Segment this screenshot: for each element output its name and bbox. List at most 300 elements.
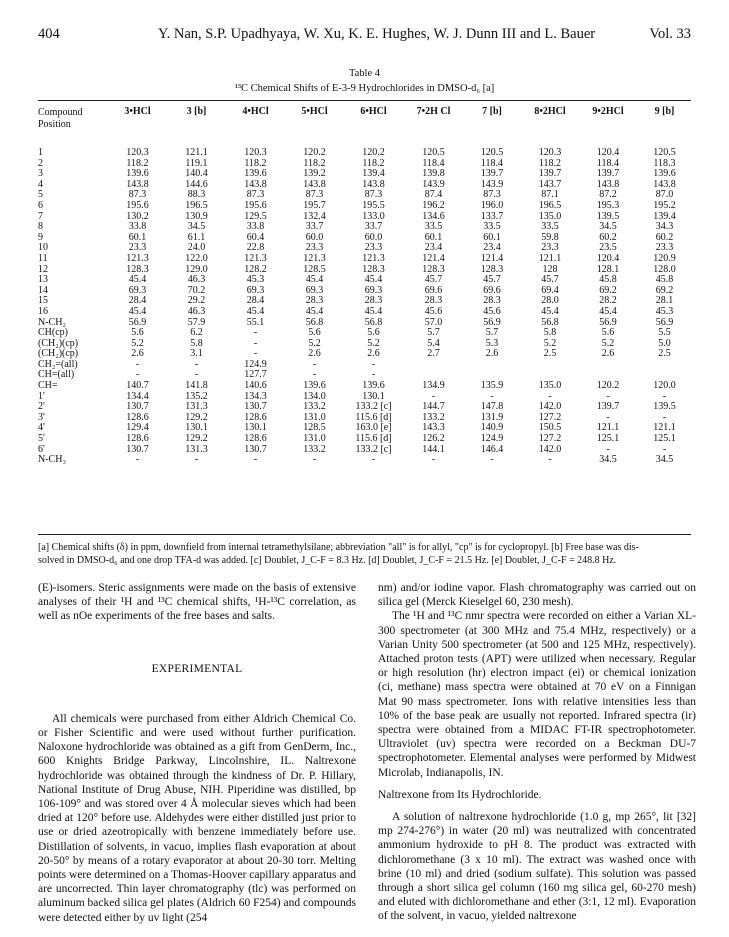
shift-value: 28.2 (599, 295, 617, 307)
corner-header (38, 107, 108, 139)
shift-value: 128 (542, 263, 558, 275)
table-footnote (38, 541, 691, 567)
shift-value: 28.3 (305, 295, 324, 307)
shift-value: - (606, 443, 610, 455)
shift-value: 45.4 (128, 274, 147, 286)
shift-value: 121.4 (422, 252, 445, 264)
row-label: 1' (38, 390, 45, 402)
shift-value: 28.4 (128, 295, 147, 307)
shift-value: 34.5 (599, 454, 617, 466)
shift-value: 140.6 (244, 380, 267, 392)
shift-value: 144.1 (422, 443, 445, 455)
shift-value: 45.7 (483, 274, 501, 286)
shift-value: 5.6 (308, 327, 321, 339)
shift-value: 134.0 (303, 390, 326, 402)
shift-value: 34.3 (655, 221, 674, 233)
shift-value: - (135, 454, 140, 466)
shift-value: 23.3 (305, 242, 324, 254)
shift-value: 28.3 (364, 295, 383, 307)
corner-position: Position (38, 119, 71, 130)
shift-value: 130.7 (126, 401, 149, 413)
shift-value: 87.3 (246, 189, 265, 201)
shift-value: 130.1 (185, 422, 208, 434)
shift-value: - (253, 337, 258, 349)
shift-value: 23.3 (655, 242, 674, 254)
shift-value: 128.6 (244, 433, 267, 445)
shift-value: - (606, 390, 610, 402)
shift-value: 121.1 (596, 422, 620, 434)
shift-value: 143.8 (126, 178, 149, 190)
shift-value: 45.7 (424, 274, 443, 286)
shift-value: 5.8 (543, 327, 557, 339)
shift-value: 33.5 (483, 221, 501, 233)
shift-value: 45.4 (305, 274, 324, 286)
shift-value: 140.4 (185, 168, 208, 180)
row-label: N-CH₃ (38, 454, 66, 466)
footnote-line: [a] Chemical shifts (δ) in ppm, downfield from internal tetramethylsilane; abbreviation "all" is for allyl, "cp" is for cyclopropyl. [b] Free base was dis- (38, 542, 639, 553)
shift-value: - (253, 348, 258, 360)
shift-value: 139.7 (596, 401, 620, 413)
table-title: Table 4 (348, 68, 381, 79)
shift-value: 121.3 (303, 252, 326, 264)
row-label: 15 (38, 295, 48, 307)
shift-value: 23.3 (541, 242, 559, 254)
shift-value: 128.3 (126, 263, 149, 275)
shift-value: - (312, 369, 317, 381)
shift-value: - (431, 390, 436, 402)
shift-value: 133.2 (422, 411, 445, 423)
shift-value: 118.2 (126, 157, 149, 169)
shift-value: 121.3 (362, 252, 385, 264)
shift-value: 45.4 (364, 274, 383, 286)
shift-value: 33.8 (128, 221, 147, 233)
shift-value: - (312, 454, 317, 466)
shift-value: - (312, 358, 317, 370)
shift-value: 120.3 (538, 147, 562, 158)
shift-value: 122.0 (185, 252, 208, 264)
shift-value: 118.2 (303, 157, 326, 169)
shift-value: 130.7 (126, 443, 149, 455)
shift-value: 24.0 (187, 242, 206, 254)
shift-value: 5.2 (367, 337, 380, 349)
shift-value: 2.6 (485, 348, 499, 360)
shift-value: 87.3 (305, 189, 324, 201)
shift-value: 139.2 (303, 168, 326, 180)
shift-value: 129.5 (244, 210, 267, 222)
shift-value: 134.3 (244, 390, 267, 402)
shift-value: 46.3 (187, 305, 206, 317)
shift-value: - (662, 411, 667, 423)
column-header: 3 [b] (186, 106, 207, 117)
instrument-paragraph: The ¹H and ¹³C nmr spectra were recorded on either a Varian XL-300 spectrometer (at 300 MHz and 75.4 MHz, respectively) or a Varian Unity 500 spectrometer (at 500 and 125 MHz, respectively). Attached proton tests (APT) were utilized when necessary. Regular or high resolution (hr) electron impact (ei) or chemical ionization (ci, methane) mass spectra were obtained at 70 eV on a Finnigan Mat 90 mass spectrometer. Ions with relative intensities less than 10% of the base peak are usually not reported. Infrared spectra (ir) spectra were obtained from a MIDAC FT-IR spectrophotometer. Ultraviolet (uv) spectra were recorded on a Beckman DU-7 spectrophotometer. Elemental analyses were performed by Midwest Microlab, Indianapolis, IN. (378, 610, 696, 779)
shift-value: 128.5 (303, 263, 326, 275)
shift-value: 143.8 (362, 178, 385, 190)
shift-value: 2.5 (658, 348, 671, 360)
shift-value: 139.6 (362, 380, 385, 392)
shift-value: 124.9 (244, 358, 267, 370)
row-label: 6' (38, 443, 45, 455)
footnote-line: solved in DMSO-d₆ and one drop TFA-d was added. [c] Doublet, J_C-F = 8.3 Hz. [d] Doublet, J_C-F = 21.5 Hz. [e] Doublet, J_C-F = 248.8 Hz. (38, 555, 617, 566)
shift-value: 28.1 (655, 295, 674, 307)
shift-value: 34.5 (655, 454, 674, 466)
shift-value: 143.8 (244, 178, 267, 190)
shift-value: 131.3 (185, 443, 208, 455)
shift-value: 60.0 (305, 231, 324, 243)
shift-value: 135.0 (538, 380, 562, 392)
shift-value: 139.6 (244, 168, 267, 180)
shift-value: 118.3 (653, 157, 676, 169)
shift-value: 120.3 (126, 147, 149, 158)
shift-value: 143.3 (422, 422, 445, 434)
column-header: 6•HCl (360, 106, 387, 117)
shift-value: 139.8 (422, 168, 445, 180)
shift-value: 135.0 (538, 210, 562, 222)
shift-value: 45.3 (246, 274, 265, 286)
continuation-paragraph: nm) and/or iodine vapor. Flash chromatography was carried out on silica gel (Merck Kieselgel 60, 230 mesh). (378, 582, 696, 609)
author-line: Y. Nan, S.P. Upadhyaya, W. Xu, K. E. Hughes, W. J. Dunn III and L. Bauer (158, 26, 596, 42)
shift-value: 195.6 (126, 199, 149, 211)
shift-value: 45.4 (246, 305, 265, 317)
chemical-shift-table (38, 107, 693, 466)
shift-value: 120.4 (596, 147, 620, 158)
shift-value: 45.8 (599, 274, 617, 286)
shift-value: 143.8 (596, 178, 620, 190)
row-label: 3 (38, 168, 43, 180)
shift-value: 6.2 (190, 327, 203, 339)
shift-value: 69.4 (541, 284, 559, 296)
row-label: CH(cp) (38, 327, 68, 339)
shift-value: 127.2 (538, 433, 562, 445)
shift-value: 33.5 (541, 221, 559, 233)
shift-value: 121.4 (480, 252, 504, 264)
shift-value: 87.3 (483, 189, 501, 201)
shift-value: 130.7 (244, 401, 267, 413)
shift-value: - (135, 369, 140, 381)
shift-value: 196.2 (422, 199, 445, 211)
shift-value: 45.6 (483, 305, 501, 317)
shift-value: 133.2 [c] (355, 443, 392, 455)
row-label: 3' (38, 411, 45, 423)
shift-value: 5.2 (543, 337, 557, 349)
shift-value: - (253, 454, 258, 466)
shift-value: 150.5 (538, 422, 562, 434)
shift-value: 129.4 (126, 422, 149, 434)
shift-value: - (606, 411, 610, 423)
shift-value: 130.2 (126, 210, 149, 222)
table-row (38, 455, 693, 466)
row-label: 16 (38, 305, 48, 317)
shift-value: 87.4 (424, 189, 443, 201)
shift-value: 69.3 (246, 284, 265, 296)
row-label: 13 (38, 274, 48, 286)
shift-value: - (253, 327, 258, 339)
shift-value: 139.7 (538, 168, 562, 180)
shift-value: 56.9 (483, 316, 501, 328)
shift-value: 143.9 (422, 178, 445, 190)
shift-value: 127.7 (244, 369, 267, 381)
shift-value: 118.2 (244, 157, 267, 169)
column-header: 7•2H Cl (416, 106, 451, 117)
shift-value: 5.4 (427, 337, 440, 349)
shift-value: 56.8 (364, 316, 383, 328)
shift-value: 120.5 (653, 147, 676, 158)
shift-value: 143.9 (480, 178, 504, 190)
volume-label: Vol. 33 (649, 26, 691, 42)
row-label: (CH₂)(cp) (38, 337, 79, 349)
shift-value: 143.7 (538, 178, 562, 190)
shift-value: 120.2 (303, 147, 326, 158)
row-label: CH=(all) (38, 369, 75, 381)
shift-value: 121.3 (244, 252, 267, 264)
shift-value: - (194, 454, 199, 466)
shift-value: 196.5 (538, 199, 562, 211)
shift-value: 5.7 (485, 327, 499, 339)
shift-value: 5.0 (658, 337, 671, 349)
shift-value: 196.5 (185, 199, 208, 211)
shift-value: 5.7 (427, 327, 440, 339)
shift-value: 120.0 (653, 380, 676, 392)
shift-value: 45.7 (541, 274, 559, 286)
table-top-rule (38, 100, 691, 101)
row-label: (CH₂)(cp) (38, 348, 79, 360)
shift-value: 5.8 (190, 337, 203, 349)
shift-value: 56.8 (541, 316, 559, 328)
shift-value: - (371, 358, 376, 370)
shift-value: 2.6 (131, 348, 144, 360)
table-caption: ¹³C Chemical Shifts of E-3-9 Hydrochlorides in DMSO-d₆ [a] (234, 83, 495, 94)
shift-value: 23.4 (483, 242, 501, 254)
row-label: 11 (38, 252, 48, 264)
row-label: 5' (38, 433, 45, 445)
shift-value: 133.0 (362, 210, 385, 222)
shift-value: 45.8 (655, 274, 674, 286)
shift-value: 139.6 (126, 168, 149, 180)
shift-value: 126.2 (422, 433, 445, 445)
shift-value: 144.7 (422, 401, 445, 413)
shift-value: 139.6 (653, 168, 676, 180)
shift-value: 23.3 (128, 242, 147, 254)
shift-value: 124.9 (480, 433, 504, 445)
intro-paragraph: (E)-isomers. Steric assignments were made on the basis of extensive analyses of their ¹H and ¹³C chemical shifts, ¹H-¹³C correlation, as well as nOe experiments of the free bases and salts. (38, 582, 356, 623)
shift-value (403, 360, 464, 371)
shift-value: 57.9 (187, 316, 206, 328)
column-header: 4•HCl (242, 106, 269, 117)
shift-value: 5.2 (308, 337, 321, 349)
shift-value: 133.2 (303, 443, 326, 455)
shift-value: 128.0 (653, 263, 676, 275)
shift-value: 120.9 (653, 252, 676, 264)
column-header: 3•HCl (124, 106, 151, 117)
shift-value: 139.4 (362, 168, 385, 180)
shift-value: 87.2 (599, 189, 617, 201)
shift-value: 196.0 (480, 199, 504, 211)
shift-value: - (194, 358, 199, 370)
shift-value: 139.6 (303, 380, 326, 392)
shift-value: 23.4 (424, 242, 443, 254)
shift-value: 33.7 (305, 221, 324, 233)
experimental-paragraph: All chemicals were purchased from either Aldrich Chemical Co. or Fisher Scientific and were used without further purification. Naloxone hydrochloride was obtained as a gift from GenDerm, Inc., 600 Knights Bridge Parkway, Lincolnshire, IL. Naltrexone hydrochloride was obtained through the kindness of Dr. P. Hillary, National Institute of Drug Abuse, NIH. Piperidine was distilled, bp 106-109° and was stored over 4 Å molecular sieves which had been dried at 120° before use. Aldehydes were either distilled just prior to use or dried azeotropically with benzene immediately before use. Distillation of solvents, in vacuo, implies flash evaporation at about 20-50° by means of a rotary evaporator at about 20-30 torr. Melting points were determined on a Thomas-Hoover capillary apparatus and are uncorrected. Thin layer chromatography (tlc) was performed on aluminum backed silica gel plates (Aldrich 60 F254) and compounds were detected either by uv light (254 (38, 712, 356, 924)
shift-value: 140.7 (126, 380, 149, 392)
shift-value: 55.1 (246, 316, 265, 328)
shift-value: - (135, 358, 140, 370)
shift-value: 87.1 (541, 189, 559, 201)
shift-value: 118.2 (362, 157, 385, 169)
shift-value: 28.3 (424, 295, 443, 307)
column-header: 7 [b] (482, 106, 502, 117)
shift-value: 121.3 (126, 252, 149, 264)
shift-value: 130.9 (185, 210, 208, 222)
table-row (38, 307, 693, 318)
shift-value: 128.3 (362, 263, 385, 275)
shift-value: 56.9 (599, 316, 617, 328)
shift-value: 22.8 (246, 242, 265, 254)
shift-value: - (662, 390, 667, 402)
running-header (38, 26, 691, 46)
shift-value: 128.5 (303, 422, 326, 434)
shift-value: - (194, 369, 199, 381)
shift-value: 130.1 (362, 390, 385, 402)
shift-value: 139.7 (596, 168, 620, 180)
shift-value: - (431, 454, 436, 466)
shift-value: 3.1 (190, 348, 203, 360)
shift-value: 60.4 (246, 231, 265, 243)
shift-value: 127.2 (538, 411, 562, 423)
shift-value: 87.3 (128, 189, 147, 201)
shift-value: 143.8 (653, 178, 676, 190)
row-label: 2 (38, 157, 43, 169)
table-row (38, 148, 693, 159)
shift-value: 69.6 (424, 284, 443, 296)
shift-value: 5.2 (601, 337, 615, 349)
shift-value: 2.6 (601, 348, 615, 360)
row-label: 4' (38, 422, 45, 434)
shift-value: 128.6 (126, 433, 149, 445)
shift-value: 60.1 (128, 231, 147, 243)
shift-value: 28.4 (246, 295, 265, 307)
shift-value: 128.3 (480, 263, 504, 275)
shift-value: 56.8 (305, 316, 324, 328)
shift-value: 132.4 (303, 210, 326, 222)
shift-value: - (548, 390, 552, 402)
shift-value: 60.2 (655, 231, 674, 243)
shift-value: 2.5 (543, 348, 557, 360)
row-label: 7 (38, 210, 43, 222)
shift-value: 5.2 (131, 337, 144, 349)
shift-value: 120.5 (480, 147, 504, 158)
row-label: 1 (38, 147, 43, 158)
row-label: 6 (38, 199, 43, 211)
row-label: CH₂=(all) (38, 358, 78, 370)
shift-value: 146.4 (480, 443, 504, 455)
shift-value: 45.4 (599, 305, 617, 317)
shift-value: 144.6 (185, 178, 208, 190)
shift-value: 5.3 (485, 337, 499, 349)
shift-value: 131.9 (480, 411, 504, 423)
shift-value: 118.4 (596, 157, 620, 169)
shift-value: 88.3 (187, 189, 206, 201)
shift-value: 69.3 (305, 284, 324, 296)
shift-value: 147.8 (480, 401, 504, 413)
shift-value: 23.3 (364, 242, 383, 254)
shift-value (580, 360, 636, 371)
table-body (38, 139, 693, 466)
shift-value: 140.9 (480, 422, 504, 434)
shift-value: 139.5 (653, 401, 676, 413)
row-label: CH= (38, 380, 58, 392)
shift-value: - (490, 390, 494, 402)
shift-value: 60.1 (424, 231, 443, 243)
shift-value: 60.0 (364, 231, 383, 243)
shift-value: 129.0 (185, 263, 208, 275)
shift-value: 143.8 (303, 178, 326, 190)
page-number: 404 (38, 26, 60, 42)
shift-value: 87.3 (364, 189, 383, 201)
section-heading: EXPERIMENTAL (151, 662, 243, 675)
shift-value: 128.6 (244, 411, 267, 423)
shift-value (520, 360, 580, 371)
shift-value: 134.4 (126, 390, 149, 402)
shift-value: 130.1 (244, 422, 267, 434)
row-label: 5 (38, 189, 43, 201)
shift-value: 61.1 (187, 231, 206, 243)
shift-value: 5.6 (131, 327, 144, 339)
shift-value: 128.2 (244, 263, 267, 275)
left-text-column (38, 581, 356, 925)
shift-value: 70.2 (187, 284, 206, 296)
shift-value: 121.1 (653, 422, 676, 434)
subsection-heading: Naltrexone from Its Hydrochloride. (378, 788, 542, 801)
shift-value: 5.6 (601, 327, 615, 339)
shift-value: 163.0 [e] (355, 422, 392, 434)
shift-value: 56.9 (128, 316, 147, 328)
procedure-paragraph: A solution of naltrexone hydrochloride (1.0 g, mp 265°, lit [32] mp 274-276°) in water (20 ml) was neutralized with concentrated ammonium hydroxide to pH 8. The product was extracted with dichloromethane (3 x 10 ml). The extract was washed once with brine (10 ml) and dried (sodium sulfate). This solution was passed through a short silica gel column (160 mg silica gel, 60-270 mesh) and eluted with dichloromethane and ether (3:1, 12 ml). Evaporation of the solvent, in vacuo, yielded naltrexone (378, 811, 696, 923)
shift-value: 45.3 (655, 305, 674, 317)
shift-value: 45.6 (424, 305, 443, 317)
shift-value: 69.2 (599, 284, 617, 296)
shift-value: 135.9 (480, 380, 504, 392)
row-label: 8 (38, 221, 43, 233)
shift-value: 131.0 (303, 433, 326, 445)
shift-value: 120.2 (596, 380, 620, 392)
shift-value: 5.6 (367, 327, 380, 339)
shift-value: 195.6 (244, 199, 267, 211)
shift-value: 133.2 (303, 401, 326, 413)
shift-value (636, 360, 693, 371)
shift-value: 139.5 (596, 210, 620, 222)
table-bottom-rule (38, 534, 691, 535)
shift-value: 60.2 (599, 231, 617, 243)
shift-value: 139.7 (480, 168, 504, 180)
table-row (38, 254, 693, 265)
shift-value: 131.0 (303, 411, 326, 423)
shift-value: 118.4 (480, 157, 504, 169)
right-text-column (378, 581, 696, 924)
shift-value: 120.5 (422, 147, 445, 158)
shift-value: 23.5 (599, 242, 617, 254)
shift-value: 46.3 (187, 274, 206, 286)
shift-value: 45.4 (364, 305, 383, 317)
shift-value: - (548, 454, 552, 466)
shift-value: 33.5 (424, 221, 443, 233)
column-header: 5•HCl (301, 106, 328, 117)
shift-value: 134.9 (422, 380, 445, 392)
shift-value: 115.6 [d] (355, 411, 392, 423)
column-header: 8•2HCl (534, 106, 566, 117)
shift-value: 57.0 (424, 316, 443, 328)
shift-value: 34.5 (187, 221, 206, 233)
shift-value: 195.5 (362, 199, 385, 211)
shift-value: 130.7 (244, 443, 267, 455)
